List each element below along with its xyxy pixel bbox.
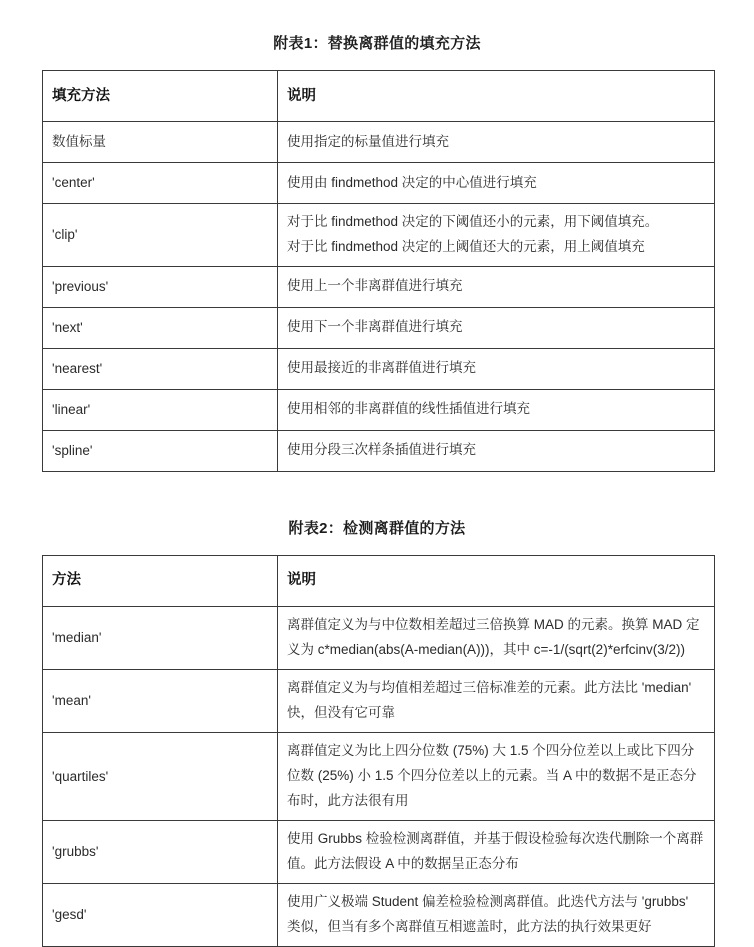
table-2-body bbox=[43, 606, 715, 946]
description-cell: 使用 Grubbs 检验检测离群值，并基于假设检验每次迭代删除一个离群值。此方法假设 A 中的数据呈正态分布 bbox=[278, 820, 715, 883]
column-header-description: 说明 bbox=[278, 71, 715, 122]
column-header-description: 说明 bbox=[278, 555, 715, 606]
table-block-2 bbox=[0, 472, 754, 947]
table-header-row bbox=[43, 71, 715, 122]
description-cell bbox=[278, 163, 715, 204]
table-row bbox=[43, 430, 715, 471]
column-header-method: 方法 bbox=[43, 555, 278, 606]
detect-methods-table bbox=[42, 555, 715, 947]
table-1-head bbox=[43, 71, 715, 122]
table-row bbox=[43, 389, 715, 430]
description-line: 对于比 findmethod 决定的上阈值还大的元素，用上阈值填充 bbox=[287, 238, 645, 254]
table-row bbox=[43, 883, 715, 946]
description-cell: 使用广义极端 Student 偏差检验检测离群值。此迭代方法与 'grubbs' 类似，但当有多个离群值互相遮盖时，此方法的执行效果更好 bbox=[278, 883, 715, 946]
fill-methods-table bbox=[42, 70, 715, 472]
description-cell: 离群值定义为与中位数相差超过三倍换算 MAD 的元素。换算 MAD 定义为 c*median(abs(A-median(A)))，其中 c=-1/(sqrt(2)*erfcinv(3/2)) bbox=[278, 606, 715, 669]
description-line: 使用由 findmethod 决定的中心值进行填充 bbox=[287, 174, 537, 190]
table-2-head bbox=[43, 555, 715, 606]
method-cell: 'grubbs' bbox=[43, 820, 278, 883]
table-2-title: 附表2：检测离群值的方法 bbox=[288, 519, 466, 537]
table-row bbox=[43, 732, 715, 820]
method-cell: 'next' bbox=[43, 307, 278, 348]
table-row bbox=[43, 606, 715, 669]
description-cell bbox=[278, 348, 715, 389]
description-line: 使用最接近的非离群值进行填充 bbox=[287, 360, 476, 376]
method-cell: 数值标量 bbox=[43, 122, 278, 163]
method-cell: 'gesd' bbox=[43, 883, 278, 946]
description-cell bbox=[278, 122, 715, 163]
table-1-title: 附表1：替换离群值的填充方法 bbox=[273, 35, 481, 52]
method-cell: 'mean' bbox=[43, 669, 278, 732]
column-header-method: 填充方法 bbox=[43, 71, 278, 122]
table-row bbox=[43, 669, 715, 732]
method-cell: 'linear' bbox=[43, 389, 278, 430]
method-cell: 'quartiles' bbox=[43, 732, 278, 820]
description-cell bbox=[278, 430, 715, 471]
table-row bbox=[43, 266, 715, 307]
table-row bbox=[43, 820, 715, 883]
method-cell: 'nearest' bbox=[43, 348, 278, 389]
table-row bbox=[43, 307, 715, 348]
description-line: 使用指定的标量值进行填充 bbox=[287, 133, 449, 149]
method-cell: 'median' bbox=[43, 606, 278, 669]
description-line: 使用上一个非离群值进行填充 bbox=[287, 278, 463, 294]
table-row bbox=[43, 122, 715, 163]
table-row bbox=[43, 204, 715, 267]
table-row bbox=[43, 163, 715, 204]
description-cell bbox=[278, 204, 715, 267]
description-cell bbox=[278, 389, 715, 430]
method-cell: 'previous' bbox=[43, 266, 278, 307]
description-cell: 离群值定义为与均值相差超过三倍标准差的元素。此方法比 'median' 快，但没有它可靠 bbox=[278, 669, 715, 732]
description-line: 对于比 findmethod 决定的下阈值还小的元素，用下阈值填充。 bbox=[287, 214, 659, 229]
table-row bbox=[43, 348, 715, 389]
description-line: 使用相邻的非离群值的线性插值进行填充 bbox=[287, 401, 530, 417]
description-cell bbox=[278, 307, 715, 348]
method-cell: 'center' bbox=[43, 163, 278, 204]
description-cell: 离群值定义为比上四分位数 (75%) 大 1.5 个四分位差以上或比下四分位数 (25%) 小 1.5 个四分位差以上的元素。当 A 中的数据不是正态分布时，此方法很有用 bbox=[278, 732, 715, 820]
description-cell bbox=[278, 266, 715, 307]
table-block-1 bbox=[0, 0, 754, 472]
description-line: 使用分段三次样条插值进行填充 bbox=[287, 442, 476, 458]
table-1-body bbox=[43, 122, 715, 472]
method-cell: 'clip' bbox=[43, 204, 278, 267]
table-header-row bbox=[43, 555, 715, 606]
description-line: 使用下一个非离群值进行填充 bbox=[287, 319, 463, 335]
method-cell: 'spline' bbox=[43, 430, 278, 471]
